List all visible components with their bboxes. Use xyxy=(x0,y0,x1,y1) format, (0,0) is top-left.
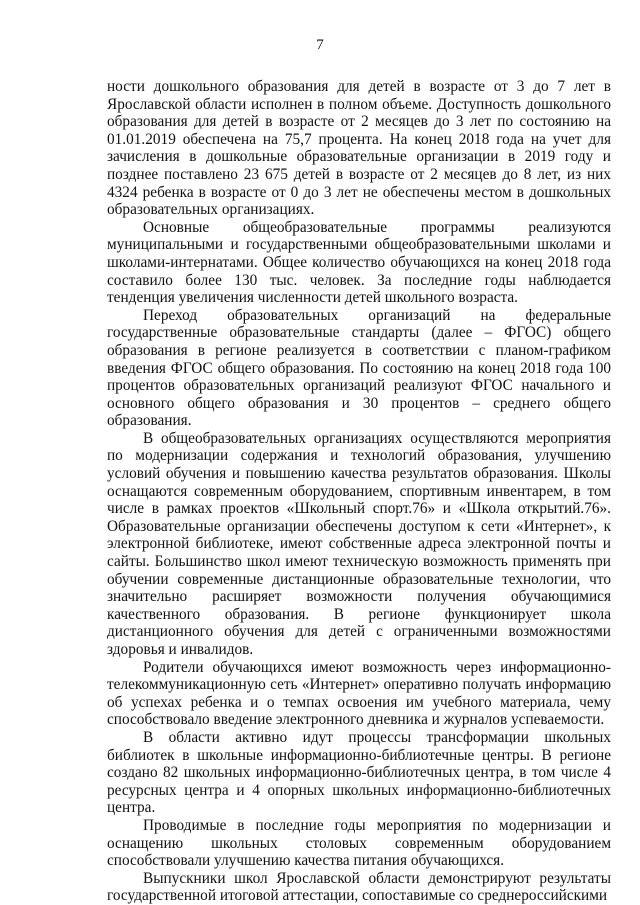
paragraph-modernization: В общеобразовательных организациях осуществляются мероприятия по модернизации содержания и технологий образования, улучшению условий обучения и повышению качества результатов образования. Школы оснащаются современным оборудованием, спортивным инвентарем, в том числе в рамках проектов «Школьный спорт.76» и «Школа открытий.76». Образовательные организации обеспечены доступом к сети «Интернет», к электронной библиотеке, имеют собственные адреса электронной почты и сайты. Большинство школ имеют техническую возможность применять при обучении современные дистанционные образовательные технологии, что значительно расширяет возможности получения обучающимися качественного образования. В регионе функционирует школа дистанционного обучения для детей с ограниченными возможностями здоровья и инвалидов. xyxy=(107,429,611,658)
paragraph-graduates-results: Выпускники школ Ярославской области демонстрируют результаты государственной итоговой аттестации, сопоставимые со среднероссийскими xyxy=(107,869,611,905)
body-text xyxy=(107,78,611,905)
paragraph-school-canteens: Проводимые в последние годы мероприятия по модернизации и оснащению школьных столовых современным оборудованием способствовали улучшению качества питания обучающихся. xyxy=(107,816,611,870)
paragraph-school-libraries: В области активно идут процессы трансформации школьных библиотек в школьные информационно-библиотечные центры. В регионе создано 82 школьных информационно-библиотечных центра, в том числе 4 ресурсных центра и 4 опорных школьных информационно-библиотечных центра. xyxy=(107,728,611,817)
paragraph-preschool-continuation: ности дошкольного образования для детей в возрасте от 3 до 7 лет в Ярославской области исполнен в полном объеме. Доступность дошкольного образования для детей в возрасте от 2 месяцев до 3 лет по состоянию на 01.01.2019 обеспечена на 75,7 процента. На конец 2018 года на учет для зачисления в дошкольные образовательные организации в 2019 году и позднее поставлено 23 675 детей в возрасте от 2 месяцев до 8 лет, из них 4324 ребенка в возрасте от 0 до 3 лет не обеспечены местом в дошкольных образовательных организациях. xyxy=(107,78,611,219)
paragraph-fgos-transition: Переход образовательных организаций на федеральные государственные образовательные стандарты (далее – ФГОС) общего образования в регионе реализуется в соответствии с планом-графиком введения ФГОС общего образования. По состоянию на конец 2018 года 100 процентов образовательных организаций реализуют ФГОС начального и основного общего образования и 30 процентов – среднего общего образования. xyxy=(107,306,611,430)
paragraph-parents-internet: Родители обучающихся имеют возможность через информационно-телекоммуникационную сеть «Интернет» оперативно получать информацию об успехах ребенка и о темпах освоения им учебного материала, чему способствовало введение электронного дневника и журналов успеваемости. xyxy=(107,658,611,729)
paragraph-general-education-programs: Основные общеобразовательные программы реализуются муниципальными и государственными общеобразовательными школами и школами-интернатами. Общее количество обучающихся на конец 2018 года составило более 130 тыс. человек. За последние годы наблюдается тенденция увеличения численности детей школьного возраста. xyxy=(107,218,611,307)
page-number: 7 xyxy=(316,37,324,53)
